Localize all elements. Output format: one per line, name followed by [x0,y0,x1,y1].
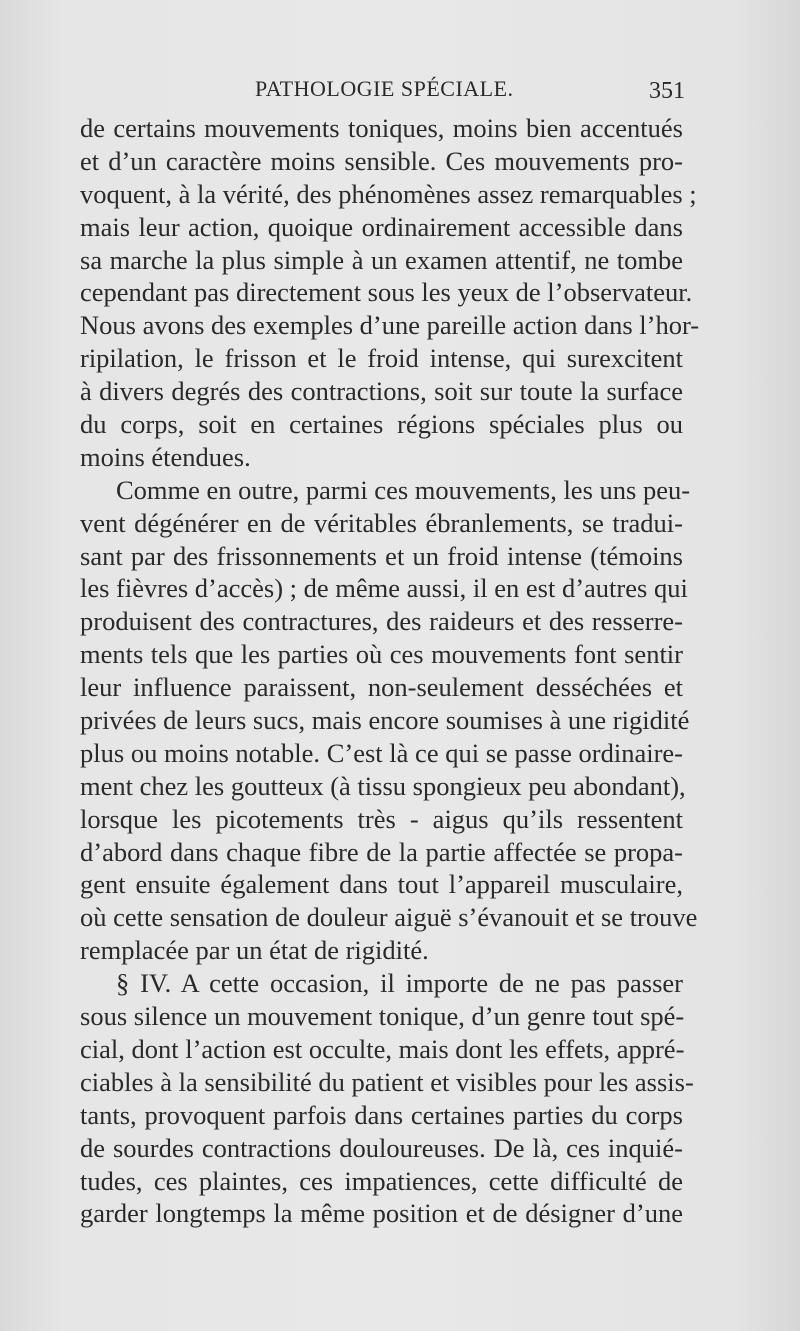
text-line: Nous avons des exemples d’une pareille action dans l’hor- [80,310,700,341]
text-line: mais leur action, quoique ordinairement accessible dans [80,211,683,242]
running-title: PATHOLOGIE SPÉCIALE. [255,76,514,101]
text-line: ciables à la sensibilité du patient et visibles pour les assis- [80,1066,694,1097]
text-line: et d’un caractère moins sensible. Ces mouvements pro- [80,145,683,176]
text-line: sous silence un mouvement tonique, d’un genre tout spé- [80,1001,685,1032]
text-line: tudes, ces plaintes, ces impatiences, cette difficulté de [80,1165,683,1196]
text-line: ments tels que les parties où ces mouvements font sentir [80,639,683,670]
text-line: les fièvres d’accès) ; de même aussi, il en est d’autres qui [80,573,688,604]
text-line: leur influence paraissent, non-seulement desséchées et [80,672,683,703]
text-line: plus ou moins notable. C’est là ce qui se passe ordinaire- [80,737,683,768]
text-line: de sourdes contractions douloureuses. De là, ces inquié- [80,1132,683,1163]
text-line: où cette sensation de douleur aiguë s’évanouit et se trouve [80,902,698,933]
text-line: ripilation, le frisson et le froid intense, qui surexcitent [80,343,683,374]
text-line: garder longtemps la même position et de désigner d’une [80,1198,683,1229]
text-line: d’abord dans chaque fibre de la partie affectée se propa- [80,836,683,867]
text-line: voquent, à la vérité, des phénomènes assez remarquables ; [80,178,697,209]
text-line: sa marche la plus simple à un examen attentif, ne tombe [80,244,683,275]
text-line: produisent des contractures, des raideurs et des resserre- [80,606,683,637]
text-line: cial, dont l’action est occulte, mais dont les effets, appré- [80,1033,685,1064]
body-text [80,112,700,1230]
text-line-paragraph-end: remplacée par un état de rigidité. [80,935,429,966]
text-line-paragraph-start: Comme en outre, parmi ces mouvements, les uns peu- [116,474,691,505]
text-line: de certains mouvements toniques, moins bien accentués [80,113,683,143]
page-header [255,76,685,110]
text-line: tants, provoquent parfois dans certaines parties du corps [80,1099,683,1130]
text-line: gent ensuite également dans tout l’appareil musculaire, [80,869,683,900]
text-line: ment chez les goutteux (à tissu spongieux peu abondant), [80,770,686,801]
text-line: vent dégénérer en de véritables ébranlements, se tradui- [80,507,683,538]
page-number: 351 [649,78,685,104]
text-line: privées de leurs sucs, mais encore soumises à une rigidité [80,705,690,736]
text-line: lorsque les picotements très - aigus qu’ils ressentent [80,803,683,834]
text-line-paragraph-end: moins étendues. [80,441,251,472]
text-line: du corps, soit en certaines régions spéciales plus ou [80,409,683,440]
text-line: sant par des frissonnements et un froid intense (témoins [80,540,683,571]
text-line: cependant pas directement sous les yeux de l’observateur. [80,277,693,308]
text-line: à divers degrés des contractions, soit sur toute la surface [80,376,683,407]
section-heading-line: § IV. A cette occasion, il importe de ne pas passer [116,968,683,999]
